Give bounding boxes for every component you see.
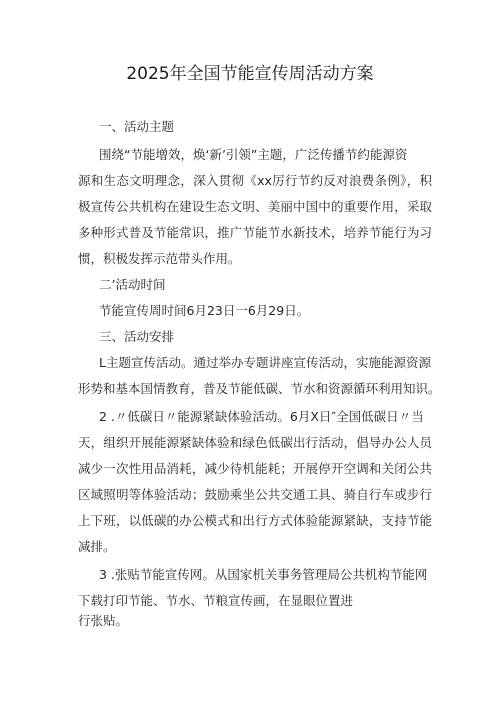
- paragraph-line: 极宣传公共机构在建设生态文明、美丽中国中的重要作用，采取: [78, 199, 432, 214]
- item-2-line: 上下班，以低碳的办公模式和出行方式体验能源紧缺，支持节能: [78, 513, 432, 528]
- section-heading-theme: 一、活动主题: [99, 119, 175, 134]
- item-2-line: 2 .〃低碳日〃能源紧缺体验活动。6月X日″全国低碳日〃当: [99, 409, 424, 424]
- paragraph-line: 多种形式普及节能常识，推广节能节水新技术，培养节能行为习: [78, 225, 432, 240]
- item-1-line: L主题宣传活动。通过举办专题讲座宣传活动，实施能源资源: [99, 355, 431, 370]
- item-3-line: 行张贴。: [78, 613, 129, 628]
- item-2-line: 区域照明等体验活动；鼓励乘坐公共交通工具、骑自行车或步行: [78, 487, 432, 502]
- paragraph-line: 源和生态文明理念，深入贯彻《xx厉行节约反对浪费条例》，积: [78, 173, 432, 188]
- paragraph-line: 围绕“节能增效，焕‘新’引领”主题，广泛传播节约能源资: [99, 147, 408, 162]
- item-2-line: 减少一次性用品消耗，减少待机能耗；开展停开空调和关闭公共: [78, 461, 432, 476]
- time-line: 节能宣传周时间6月23日一6月29日。: [99, 303, 310, 318]
- paragraph-line: 惯，积极发挥示范带头作用。: [78, 251, 241, 266]
- item-3-line: 下载打印节能、节水、节粮宣传画，在显眼位置进: [78, 593, 354, 608]
- item-2-line: 减排。: [78, 539, 116, 554]
- document-title: 2025年全国节能宣传周活动方案: [126, 64, 374, 84]
- section-heading-time: 二’活动时间: [99, 277, 166, 292]
- item-1-line: 形势和基本国情教育，普及节能低碳、节水和资源循环利用知识。: [78, 381, 441, 396]
- section-heading-arrangement: 三、活动安排: [99, 329, 175, 344]
- item-3-line: 3 .张贴节能宣传网。从国家机关事务管理局公共机构节能网: [99, 567, 428, 582]
- item-2-line: 天，组织开展能源紧缺体验和绿色低碳出行活动，倡导办公人员: [78, 435, 432, 450]
